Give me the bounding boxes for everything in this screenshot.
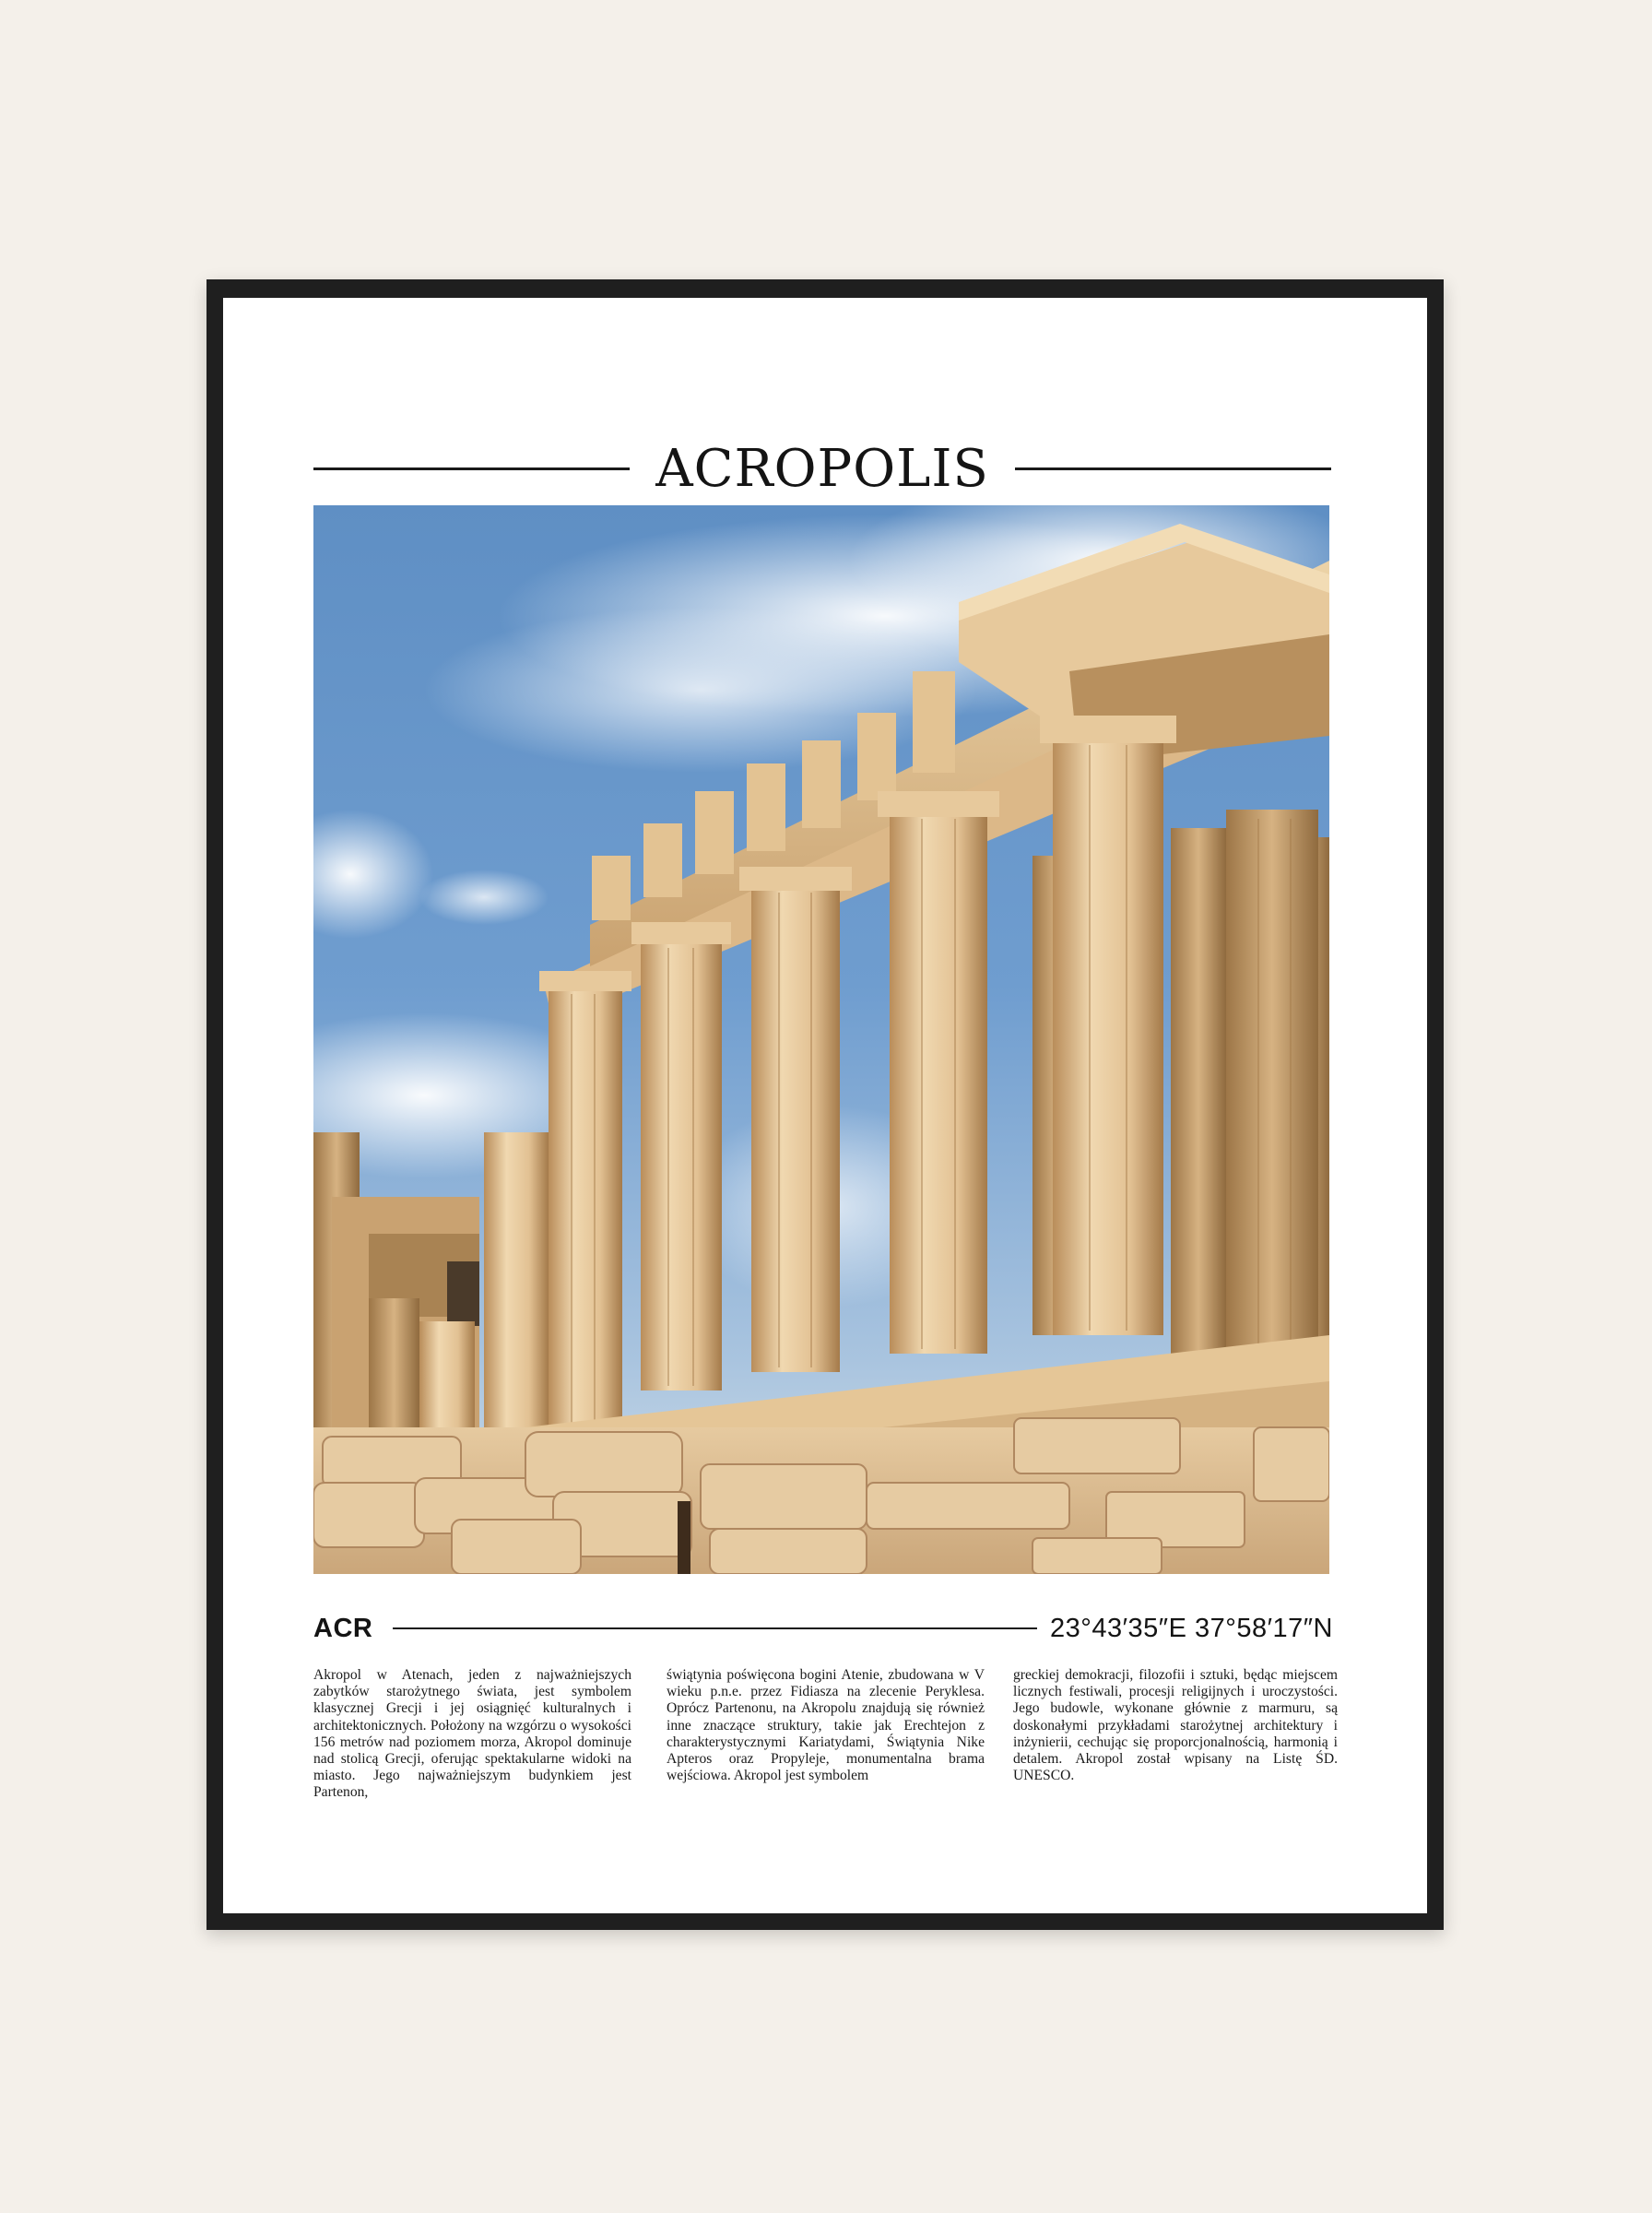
coordinates: 23°43′35″E 37°58′17″N <box>1050 1613 1333 1643</box>
title-rule-right <box>1015 467 1331 470</box>
parthenon-illustration <box>313 505 1329 1574</box>
poster-title: ACROPOLIS <box>655 438 989 499</box>
parthenon-photo <box>313 505 1329 1574</box>
poster-frame <box>206 279 1444 1930</box>
info-row <box>313 1607 1333 1650</box>
title-rule-left <box>313 467 630 470</box>
location-code: ACR <box>313 1613 373 1643</box>
poster-mat <box>223 298 1427 1913</box>
description-column-1: Akropol w Atenach, jeden z najważniejszych zabytków starożytnego świata, jest symbolem klasycznej Grecji i jej osiągnięć kulturalnych i architektonicznych. Położony na wzgórzu o wysokości 156 metrów nad poziomem morza, Akropol dominuje nad stolicą Grecji, oferując spektakularne widoki na miasto. Jego najważniejszym budynkiem jest Partenon, <box>313 1667 631 1801</box>
description-column-3: greckiej demokracji, filozofii i sztuki, będąc miejscem licznych festiwali, procesji religijnych i uroczystości. Jego budowle, wykonane głównie z marmuru, są doskonałymi przykładami starożytnej architektury i inżynierii, cechując się proporcjonalnością, harmonią i detalem. Akropol został wpisany na Listę ŚD. UNESCO. <box>1013 1667 1338 1784</box>
info-rule <box>393 1627 1037 1629</box>
description-column-2: świątynia poświęcona bogini Atenie, zbudowana w V wieku p.n.e. przez Fidiasza na zlecenie Peryklesa. Oprócz Partenonu, na Akropolu znajdują się również inne znaczące struktury, takie jak Erechtejon z charakterystycznymi Kariatydami, Świątynia Nike Apteros oraz Propyleje, monumentalna brama wejściowa. Akropol jest symbolem <box>667 1667 985 1784</box>
title-row <box>313 432 1331 505</box>
